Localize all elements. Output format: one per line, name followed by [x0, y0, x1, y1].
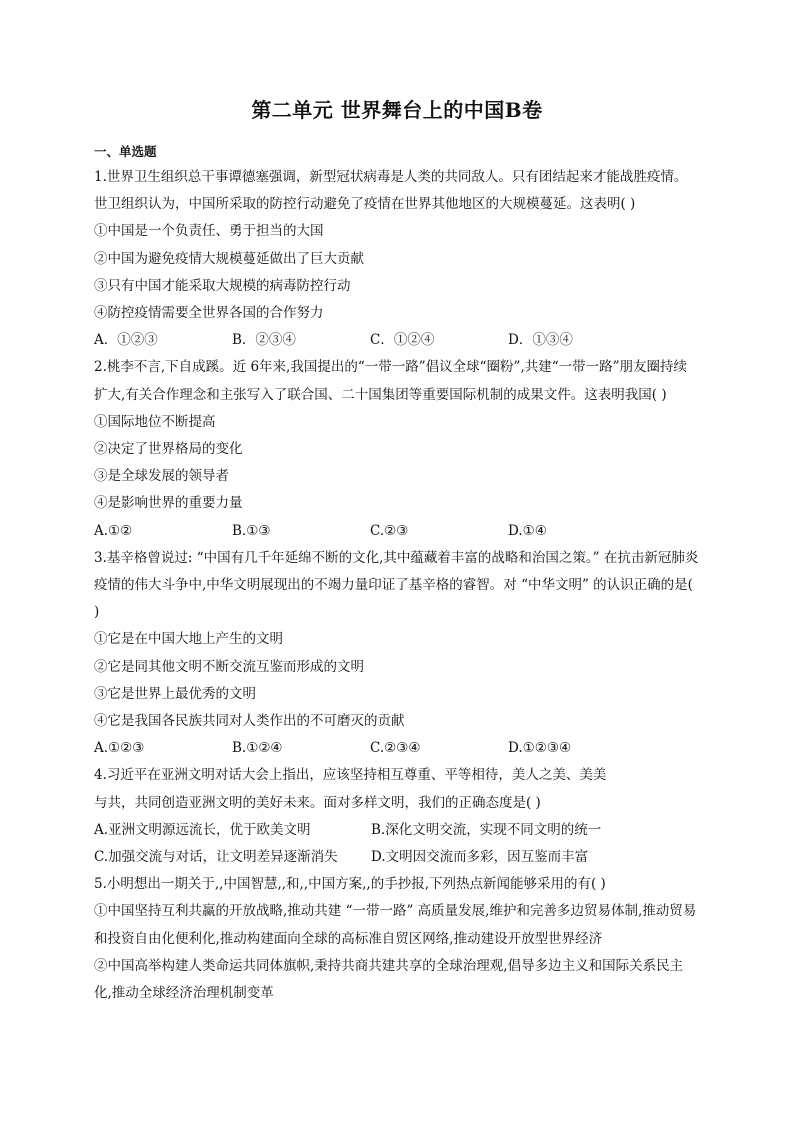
question-3-item-2: ②它是同其他文明不断交流互鉴而形成的文明 — [94, 658, 364, 675]
question-3-option-d: D.①②③④ — [508, 740, 572, 757]
question-1-options — [94, 327, 700, 354]
question-3-item-1: ①它是在中国大地上产生的文明 — [94, 631, 283, 648]
question-2-item-3: ③是全球发展的领导者 — [94, 468, 229, 485]
question-1-stem: 1.世界卫生组织总干事谭德塞强调，新型冠状病毒是人类的共同敌人。只有团结起来才能战胜疫情。世卫组织认为，中国所采取的防控行动避免了疫情在世界其他地区的大规模蔓延。这表明( ) — [94, 169, 688, 213]
question-1-option-d: D．①③④ — [508, 332, 573, 349]
question-2-stem: 2.桃李不言,下自成蹊。近 6年来,我国提出的“一带一路”倡议全球“圈粉”,共建“一带一路”朋友圈持续扩大,有关合作理念和主张写入了联合国、二十国集团等重要国际机制的成果文件。这表明我国( ) — [94, 359, 688, 403]
question-4-option-b: B.深化文明交流，实现不同文明的统一 — [371, 821, 602, 838]
exam-content — [94, 142, 700, 1007]
question-3-item-3: ③它是世界上最优秀的文明 — [94, 685, 256, 702]
question-1-item-3: ③只有中国才能采取大规模的病毒防控行动 — [94, 277, 351, 294]
page-title: 第二单元 世界舞台上的中国B卷 — [251, 98, 543, 122]
question-4-option-c: C.加强交流与对话，让文明差异逐渐消失 — [94, 849, 338, 866]
question-2-option-a: A.①② — [94, 522, 133, 539]
question-5-item-2: ②中国高举构建人类命运共同体旗帜,秉持共商共建共享的全球治理观,倡导多边主义和国际关系民主化,推动全球经济治理机制变革 — [94, 957, 684, 1002]
question-2-item-1: ①国际地位不断提高 — [94, 413, 216, 430]
question-4-options-row-1 — [94, 817, 700, 844]
question-5-item-1: ①中国坚持互利共赢的开放战略,推动共建 “一带一路” 高质量发展,维护和完善多边贸易体制,推动贸易和投资自由化便利化,推动构建面向全球的高标准自贸区网络,推动建设开放型世界经济 — [94, 903, 697, 947]
question-2-option-b: B.①③ — [232, 522, 271, 539]
question-1-option-c: C．①②④ — [370, 332, 435, 349]
question-1-option-b: B．②③④ — [232, 332, 296, 349]
section-heading: 一、单选题 — [94, 144, 157, 159]
question-5-stem: 5.小明想出一期关于,,中国智慧,,和,,中国方案,,的手抄报,下列热点新闻能够采用的有( ) — [94, 876, 606, 893]
question-2-option-c: C.②③ — [370, 522, 409, 539]
question-3-item-4: ④它是我国各民族共同对人类作出的不可磨灭的贡献 — [94, 713, 405, 730]
question-4-stem-line-2: 与共，共同创造亚洲文明的美好未来。面对多样文明，我们的正确态度是( ) — [94, 794, 541, 811]
question-2-option-d: D.①④ — [508, 522, 547, 539]
question-3-option-b: B.①②④ — [232, 740, 283, 757]
question-2-item-2: ②决定了世界格局的变化 — [94, 441, 243, 458]
question-4-option-d: D.文明因交流而多彩，因互鉴而丰富 — [371, 849, 589, 866]
question-4-options-row-2 — [94, 844, 700, 871]
question-1-item-2: ②中国为避免疫情大规模蔓延做出了巨大贡献 — [94, 250, 364, 267]
question-3-option-c: C.②③④ — [370, 740, 421, 757]
question-3-options — [94, 735, 700, 762]
question-4-option-a: A.亚洲文明源远流长，优于欧美文明 — [94, 821, 311, 838]
question-3-option-a: A.①②③ — [94, 740, 145, 757]
question-4-stem-line-1: 4.习近平在亚洲文明对话大会上指出，应该坚持相互尊重、平等相待，美人之美、美美 — [94, 767, 607, 784]
question-2-options — [94, 518, 700, 545]
question-2-item-4: ④是影响世界的重要力量 — [94, 495, 243, 512]
question-1-item-4: ④防控疫情需要全世界各国的合作努力 — [94, 305, 324, 322]
question-3-stem: 3.基辛格曾说过: “中国有几千年延绵不断的文化,其中蕴藏着丰富的战略和治国之策。” 在抗击新冠肺炎疫情的伟大斗争中,中华文明展现出的不竭力量印证了基辛格的睿智。对 “中华文明” 的认识正确的是( ) — [94, 549, 699, 621]
question-1-item-1: ①中国是一个负责任、勇于担当的大国 — [94, 223, 324, 240]
question-1-option-a: A．①②③ — [94, 332, 158, 349]
